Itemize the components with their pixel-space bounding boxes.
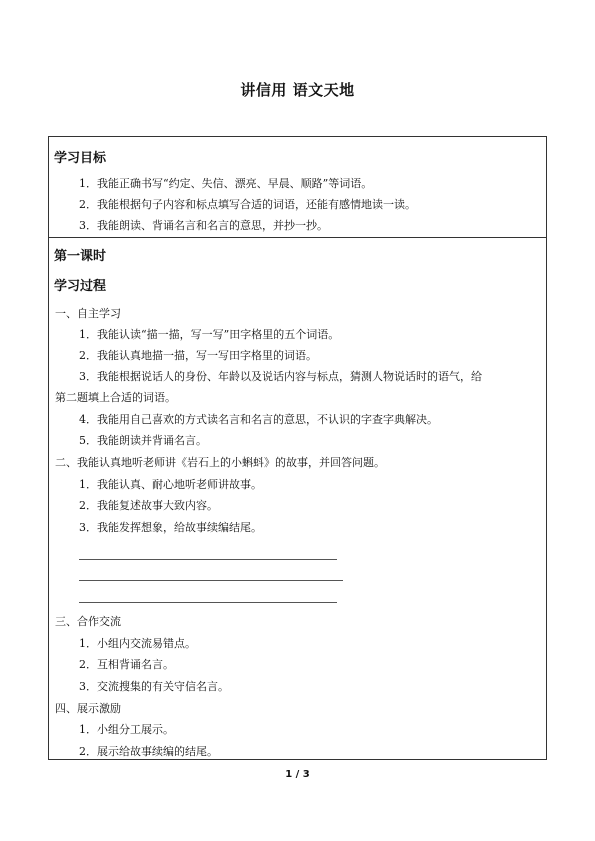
section-title: 三、合作交流 (55, 615, 121, 628)
process-item: 2．我能认真地描一描，写一写田字格里的词语。 (79, 349, 317, 362)
process-item: 3．我能发挥想象，给故事续编结尾。 (79, 521, 262, 534)
process-item: 2．互相背诵名言。 (79, 658, 174, 671)
process-item: 4．我能用自己喜欢的方式读名言和名言的意思，不认识的字查字典解决。 (79, 413, 438, 426)
document-title: 讲信用 语文天地 (240, 81, 355, 99)
process-item: 1．小组分工展示。 (79, 723, 174, 736)
learning-goals-section (48, 136, 547, 238)
process-item: 3．我能根据说话人的身份、年龄以及说话内容与标点，猜测人物说话时的语气，给 (79, 370, 482, 383)
process-item: 1．小组内交流易错点。 (79, 637, 196, 650)
lesson-section (48, 237, 547, 760)
process-item: 3．交流搜集的有关守信名言。 (79, 680, 229, 693)
goal-item: 2．我能根据句子内容和标点填写合适的词语，还能有感情地读一读。 (79, 198, 416, 211)
answer-blank-line[interactable] (79, 559, 337, 560)
section-title: 二、我能认真地听老师讲《岩石上的小蝌蚪》的故事，并回答问题。 (55, 456, 385, 469)
page-number: 1 / 3 (285, 769, 310, 780)
lesson-heading: 第一课时 (54, 249, 107, 264)
process-item: 1．我能认真、耐心地听老师讲故事。 (79, 478, 262, 491)
process-item-continuation: 第二题填上合适的词语。 (55, 391, 176, 404)
process-item: 5．我能朗读并背诵名言。 (79, 434, 207, 447)
answer-blank-line[interactable] (79, 580, 343, 581)
process-item: 1．我能认读“描一描，写一写”田字格里的五个词语。 (79, 328, 340, 341)
learning-goals-heading: 学习目标 (54, 151, 107, 166)
section-title: 四、展示激励 (55, 702, 121, 715)
goal-item: 1．我能正确书写“约定、失信、漂亮、早晨、顺路”等词语。 (79, 177, 373, 190)
goal-item: 3．我能朗读、背诵名言和名言的意思，并抄一抄。 (79, 219, 328, 232)
process-item: 2．我能复述故事大致内容。 (79, 499, 218, 512)
learning-process-heading: 学习过程 (54, 279, 107, 294)
answer-blank-line[interactable] (79, 602, 337, 603)
process-item: 2．展示给故事续编的结尾。 (79, 745, 218, 758)
section-title: 一、自主学习 (55, 307, 121, 320)
